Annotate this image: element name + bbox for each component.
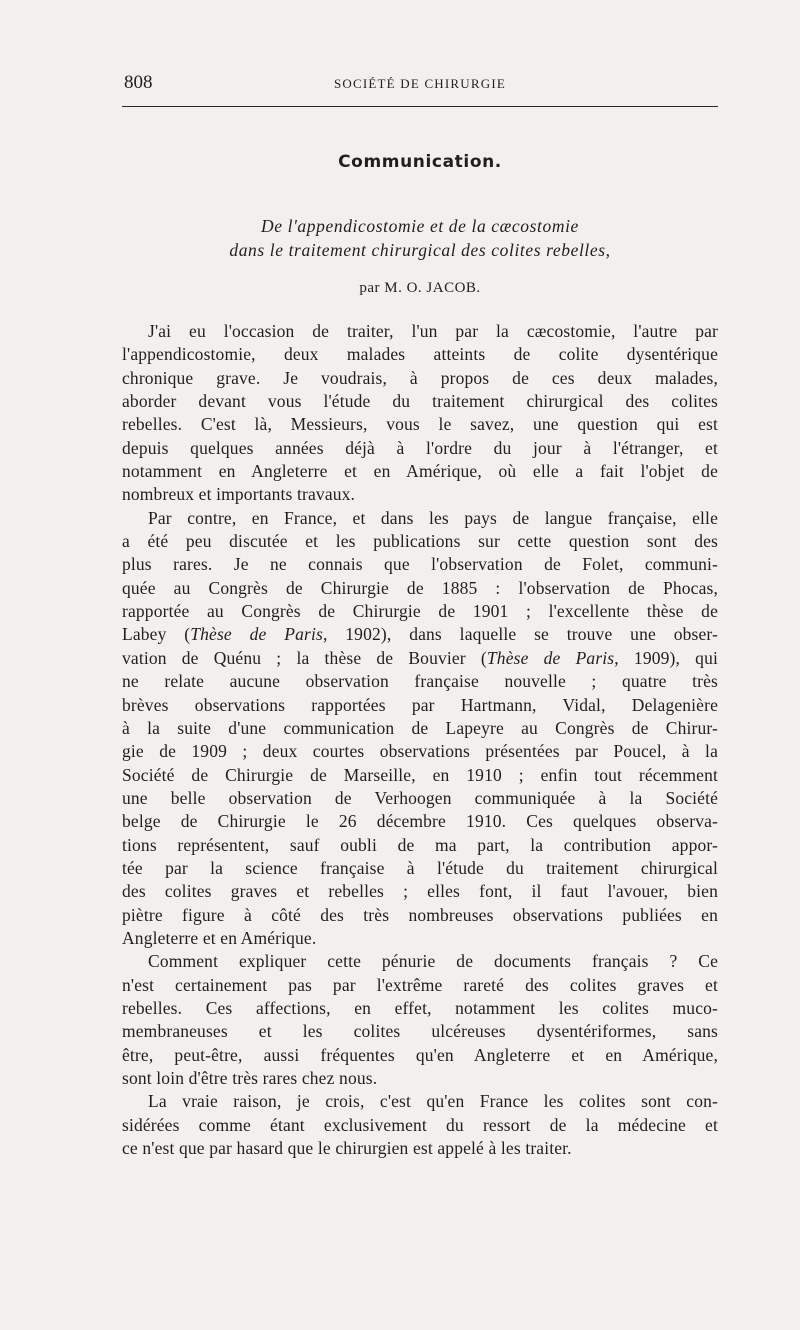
text-line: J'ai eu l'occasion de traiter, l'un par la cæcostomie, l'autre par (148, 321, 718, 341)
paragraph (122, 507, 718, 951)
running-head (122, 72, 718, 96)
text-line: ce n'est que par hasard que le chirurgien est appelé à les traiter. (122, 1138, 572, 1159)
text-line: brèves observations rapportées par Hartmann, Vidal, Delagenière (122, 694, 718, 715)
section-title: Communication. (338, 152, 502, 172)
text-line: n'est certainement pas par l'extrême rareté des colites graves et (122, 974, 718, 995)
text-line: vation de Quénu ; la thèse de Bouvier (Thèse de Paris, 1909), qui (122, 647, 718, 668)
text-line: sidérées comme étant exclusivement du ressort de la médecine et (122, 1114, 718, 1135)
paragraph (122, 320, 718, 507)
text-line: Comment expliquer cette pénurie de documents français ? Ce (148, 951, 718, 972)
text-line: nombreux et importants travaux. (122, 484, 356, 505)
text-line: sont loin d'être très rares chez nous. (122, 1068, 378, 1088)
text-line: Angleterre et en Amérique. (122, 927, 317, 948)
text-line: piètre figure à côté des très nombreuses observations publiées en (122, 904, 718, 925)
journal-title: SOCIÉTÉ DE CHIRURGIE (333, 76, 507, 91)
text-line: Société de Chirurgie de Marseille, en 1910 ; enfin tout récemment (122, 764, 718, 785)
text-line: rapportée au Congrès de Chirurgie de 1901 ; l'excellente thèse de (122, 601, 718, 622)
text-line: ne relate aucune observation française nouvelle ; quatre très (122, 671, 718, 692)
text-line: Labey (Thèse de Paris, 1902), dans laquelle se trouve une obser- (122, 624, 718, 645)
text-line: depuis quelques années déjà à l'ordre du jour à l'étranger, et (122, 437, 718, 458)
text-line: rebelles. Ces affections, en effet, notamment les colites muco- (122, 997, 718, 1018)
paragraph (122, 1090, 718, 1160)
text-line: chronique grave. Je voudrais, à propos de ces deux malades, (122, 367, 718, 388)
text-line: belge de Chirurgie le 26 décembre 1910. Ces quelques observa- (122, 811, 718, 832)
article-title-line: De l'appendicostomie et de la cæcostomie (261, 216, 579, 236)
text-line: notamment en Angleterre et en Amérique, où elle a fait l'objet de (122, 461, 718, 482)
text-line: une belle observation de Verhoogen communiquée à la Société (122, 787, 718, 808)
paragraph (122, 950, 718, 1090)
article-title-line: dans le traitement chirurgical des colites rebelles, (229, 240, 611, 260)
text-line: tée par la science française à l'étude du traitement chirurgical (122, 857, 718, 878)
text-line: a été peu discutée et les publications sur cette question sont des (122, 531, 718, 552)
text-line: tions représentent, sauf oubli de ma part, la contribution appor- (122, 834, 718, 855)
text-line: membraneuses et les colites ulcéreuses dysentériformes, sans (122, 1021, 718, 1042)
text-line: Par contre, en France, et dans les pays de langue française, elle (148, 507, 718, 528)
text-line: plus rares. Je ne connais que l'observation de Folet, communi- (122, 554, 718, 575)
text-line: La vraie raison, je crois, c'est qu'en France les colites sont con- (148, 1091, 718, 1112)
text-line: quée au Congrès de Chirurgie de 1885 : l'observation de Phocas, (122, 577, 718, 598)
page-number: 808 (124, 72, 153, 93)
header-rule (122, 106, 718, 107)
article-body (122, 320, 718, 1160)
text-line: être, peut-être, aussi fréquentes qu'en Angleterre et en Amérique, (122, 1044, 718, 1065)
text-line: aborder devant vous l'étude du traitement chirurgical des colites (122, 391, 718, 412)
text-line: rebelles. C'est là, Messieurs, vous le savez, une question qui est (122, 414, 718, 435)
text-line: des colites graves et rebelles ; elles font, il faut l'avouer, bien (122, 881, 718, 902)
text-line: l'appendicostomie, deux malades atteints de colite dysentérique (122, 344, 718, 365)
text-line: gie de 1909 ; deux courtes observations présentées par Poucel, à la (122, 741, 718, 762)
author-byline: par M. O. JACOB. (359, 280, 481, 296)
book-page (122, 62, 718, 1292)
article-title (122, 214, 718, 262)
text-line: à la suite d'une communication de Lapeyre au Congrès de Chirur- (122, 717, 718, 738)
